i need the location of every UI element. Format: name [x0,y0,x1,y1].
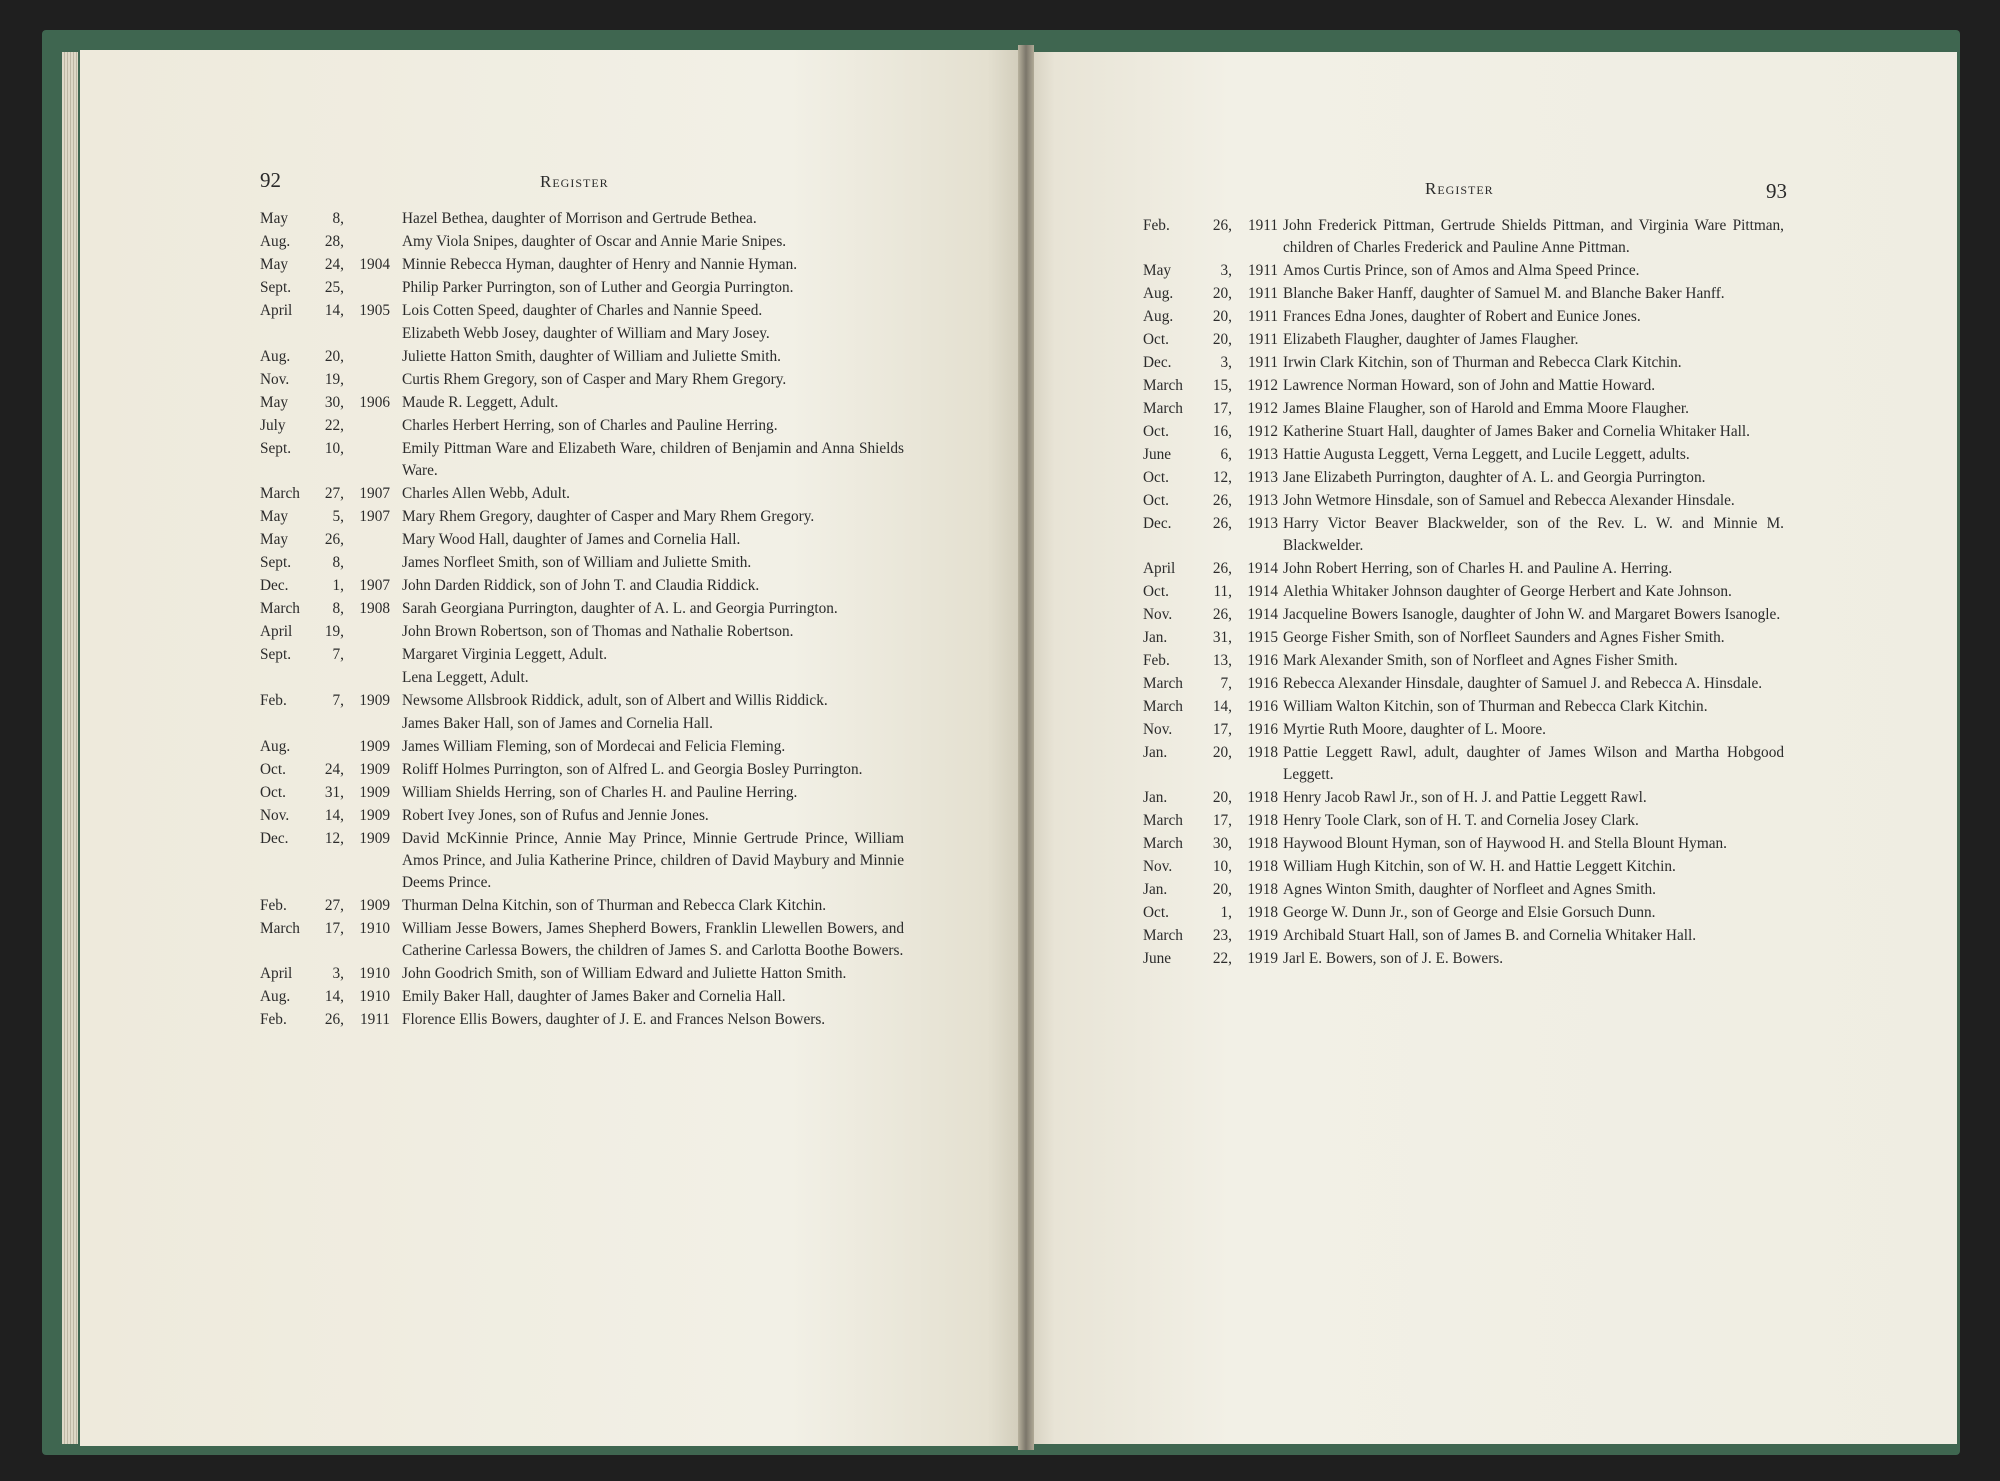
register-entry [1143,467,1784,489]
entry-month: April [260,965,293,982]
entry-day: 26, [1212,560,1232,577]
register-entry [260,621,904,643]
entry-text: Elizabeth Flaugher, daughter of James Flaugher. [1283,331,1579,348]
entry-year: 1912 [1247,423,1278,440]
entry-year: 1907 [359,508,390,525]
register-entry [1143,329,1784,351]
entry-text: Mark Alexander Smith, son of Norfleet and Agnes Fisher Smith. [1283,652,1678,669]
entry-day: 28, [324,233,344,250]
entry-month: Oct. [1143,583,1169,600]
entry-day: 17, [1212,400,1232,417]
register-entry [260,644,904,666]
entry-year: 1911 [1247,285,1278,302]
entry-year: 1912 [1247,400,1278,417]
entry-year: 1918 [1247,858,1278,875]
entry-text: James Baker Hall, son of James and Cornelia Hall. [402,715,713,732]
entry-year: 1910 [359,920,390,937]
entry-year: 1916 [1247,675,1278,692]
entry-day: 14, [324,807,344,824]
register-entry [260,415,904,437]
entry-day: 31, [324,784,344,801]
right-register-entries [1143,215,1784,971]
entry-year: 1909 [359,807,390,824]
register-entry [1143,787,1784,809]
entry-text: Charles Allen Webb, Adult. [402,485,571,502]
register-entry [260,805,904,827]
entry-month: Aug. [260,988,291,1005]
entry-day: 26, [324,1011,344,1028]
register-entry [1143,352,1784,374]
register-entry [1143,398,1784,420]
register-entry [260,1009,904,1031]
register-entry [260,759,904,781]
entry-day: 20, [1212,331,1232,348]
right-running-header: Register [1425,179,1494,198]
entry-text: Curtis Rhem Gregory, son of Casper and Mary Rhem Gregory. [402,371,787,388]
entry-day: 24, [324,256,344,273]
entry-month: May [260,531,289,548]
entry-month: Feb. [260,897,287,914]
entry-year: 1909 [359,692,390,709]
entry-year: 1911 [1247,262,1278,279]
entry-month: Sept. [260,646,292,663]
entry-day: 13, [1212,652,1232,669]
page-edges [62,52,78,1444]
entry-month: Oct. [1143,331,1169,348]
entry-month: March [1143,400,1183,417]
register-entry [1143,833,1784,855]
entry-year: 1918 [1247,881,1278,898]
entry-day: 22, [324,417,344,434]
entry-day: 14, [324,302,344,319]
entry-text: Robert Ivey Jones, son of Rufus and Jennie Jones. [402,807,709,824]
entry-month: May [1143,262,1172,279]
entry-month: March [260,920,300,937]
entry-text: Katherine Stuart Hall, daughter of James Baker and Cornelia Whitaker Hall. [1283,423,1750,440]
entry-year: 1914 [1247,560,1278,577]
entry-month: Dec. [1143,354,1172,371]
entry-month: March [1143,835,1183,852]
entry-year: 1918 [1247,789,1278,806]
entry-text: Emily Baker Hall, daughter of James Baker and Cornelia Hall. [402,988,786,1005]
register-entry [1143,879,1784,901]
entry-year: 1914 [1247,606,1278,623]
register-entry [1143,650,1784,672]
entry-text: Newsome Allsbrook Riddick, adult, son of Albert and Willis Riddick. [402,692,828,709]
entry-text: John Goodrich Smith, son of William Edward and Juliette Hatton Smith. [402,965,847,982]
register-entry [260,323,904,345]
entry-day: 19, [324,623,344,640]
register-entry [1143,627,1784,649]
entry-text: Haywood Blount Hyman, son of Haywood H. and Stella Blount Hyman. [1283,835,1727,852]
entry-year: 1911 [1247,331,1278,348]
entry-text: Lois Cotten Speed, daughter of Charles and Nannie Speed. [402,302,763,319]
entry-year: 1908 [359,600,390,617]
entry-text: Amy Viola Snipes, daughter of Oscar and Annie Marie Snipes. [402,233,787,250]
entry-text: Agnes Winton Smith, daughter of Norfleet and Agnes Smith. [1283,881,1656,898]
entry-text: Jacqueline Bowers Isanogle, daughter of John W. and Margaret Bowers Isanogle. [1283,606,1781,623]
entry-day: 20, [1212,789,1232,806]
entry-text: Irwin Clark Kitchin, son of Thurman and Rebecca Clark Kitchin. [1283,354,1682,371]
entry-day: 26, [1212,515,1232,532]
entry-year: 1918 [1247,904,1278,921]
entry-text: Lena Leggett, Adult. [402,669,529,686]
entry-day: 30, [1212,835,1232,852]
register-entry [260,254,904,276]
entry-text: William Shields Herring, son of Charles H. and Pauline Herring. [402,784,798,801]
entry-text: Harry Victor Beaver Blackwelder, son of the Rev. L. W. and Minnie M. Blackwelder. [1283,515,1784,554]
entry-month: March [260,600,300,617]
entry-text: John Brown Robertson, son of Thomas and Nathalie Robertson. [402,623,794,640]
entry-month: Feb. [260,1011,287,1028]
register-entry [1143,513,1784,557]
entry-day: 26, [324,531,344,548]
entry-day: 3, [1220,262,1232,279]
entry-text: Amos Curtis Prince, son of Amos and Alma Speed Prince. [1283,262,1640,279]
entry-text: Jane Elizabeth Purrington, daughter of A. L. and Georgia Purrington. [1283,469,1706,486]
register-entry [260,300,904,322]
entry-year: 1919 [1247,927,1278,944]
entry-month: Dec. [260,577,289,594]
entry-text: John Frederick Pittman, Gertrude Shields Pittman, and Virginia Ware Pittman, children of Charles Frederick and Pauline Anne Pittman. [1283,217,1784,256]
entry-month: Oct. [1143,423,1169,440]
entry-month: May [260,508,289,525]
entry-year: 1910 [359,988,390,1005]
entry-text: Maude R. Leggett, Adult. [402,394,559,411]
entry-year: 1909 [359,738,390,755]
entry-year: 1915 [1247,629,1278,646]
entry-text: Blanche Baker Hanff, daughter of Samuel M. and Blanche Baker Hanff. [1283,285,1725,302]
entry-month: Nov. [1143,721,1173,738]
entry-text: George Fisher Smith, son of Norfleet Saunders and Agnes Fisher Smith. [1283,629,1725,646]
entry-month: Aug. [260,738,291,755]
entry-month: May [260,210,289,227]
entry-month: Sept. [260,554,292,571]
entry-day: 22, [1212,950,1232,967]
entry-month: Feb. [1143,217,1170,234]
entry-day: 23, [1212,927,1232,944]
register-entry [260,483,904,505]
entry-month: April [260,623,293,640]
entry-text: David McKinnie Prince, Annie May Prince, Minnie Gertrude Prince, William Amos Prince, and Julia Katherine Prince, children of David Maybury and Minnie Deems Prince. [402,830,904,891]
entry-day: 3, [332,965,344,982]
entry-year: 1909 [359,897,390,914]
register-entry [260,918,904,962]
entry-text: Minnie Rebecca Hyman, daughter of Henry and Nannie Hyman. [402,256,798,273]
entry-month: March [1143,698,1183,715]
entry-year: 1911 [1247,308,1278,325]
entry-day: 3, [1220,354,1232,371]
register-entry [260,506,904,528]
entry-text: Charles Herbert Herring, son of Charles and Pauline Herring. [402,417,778,434]
entry-year: 1918 [1247,812,1278,829]
entry-month: Aug. [1143,308,1174,325]
register-entry [260,208,904,230]
left-page-number: 92 [260,168,281,192]
entry-month: Jan. [1143,629,1168,646]
entry-year: 1911 [359,1011,390,1028]
entry-day: 27, [324,485,344,502]
entry-text: John Robert Herring, son of Charles H. and Pauline A. Herring. [1283,560,1673,577]
entry-year: 1918 [1247,835,1278,852]
register-entry [260,782,904,804]
register-entry [1143,604,1784,626]
entry-month: Nov. [260,807,290,824]
entry-day: 7, [332,692,344,709]
entry-text: James Blaine Flaugher, son of Harold and Emma Moore Flaugher. [1283,400,1689,417]
register-entry [260,963,904,985]
entry-month: Jan. [1143,881,1168,898]
entry-year: 1913 [1247,446,1278,463]
entry-day: 20, [1212,285,1232,302]
register-entry [1143,444,1784,466]
entry-text: Juliette Hatton Smith, daughter of William and Juliette Smith. [402,348,781,365]
entry-day: 11, [1213,583,1232,600]
entry-text: Florence Ellis Bowers, daughter of J. E. and Frances Nelson Bowers. [402,1011,826,1028]
register-entry [1143,260,1784,282]
entry-text: Roliff Holmes Purrington, son of Alfred L. and Georgia Bosley Purrington. [402,761,863,778]
entry-year: 1913 [1247,469,1278,486]
entry-day: 17, [1212,812,1232,829]
entry-text: George W. Dunn Jr., son of George and Elsie Gorsuch Dunn. [1283,904,1656,921]
entry-day: 12, [1212,469,1232,486]
register-entry [1143,581,1784,603]
entry-day: 14, [1212,698,1232,715]
entry-day: 19, [324,371,344,388]
entry-month: Jan. [1143,789,1168,806]
register-entry [260,895,904,917]
entry-day: 27, [324,897,344,914]
entry-year: 1909 [359,830,390,847]
entry-year: 1913 [1247,515,1278,532]
entry-text: Mary Wood Hall, daughter of James and Cornelia Hall. [402,531,741,548]
register-entry [260,552,904,574]
entry-year: 1918 [1247,744,1278,761]
entry-month: Aug. [260,233,291,250]
entry-month: March [1143,927,1183,944]
entry-month: May [260,394,289,411]
entry-month: Sept. [260,440,292,457]
entry-day: 16, [1212,423,1232,440]
entry-text: Pattie Leggett Rawl, adult, daughter of James Wilson and Martha Hobgood Leggett. [1283,744,1784,783]
entry-year: 1911 [1247,217,1278,234]
entry-day: 1, [332,577,344,594]
entry-month: Oct. [1143,492,1169,509]
entry-year: 1906 [359,394,390,411]
entry-text: Alethia Whitaker Johnson daughter of George Herbert and Kate Johnson. [1283,583,1732,600]
entry-month: Nov. [1143,606,1173,623]
entry-day: 6, [1220,446,1232,463]
register-entry [1143,948,1784,970]
entry-text: Myrtie Ruth Moore, daughter of L. Moore. [1283,721,1546,738]
entry-year: 1909 [359,784,390,801]
register-entry [1143,421,1784,443]
entry-month: June [1143,950,1172,967]
register-entry [1143,810,1784,832]
register-entry [260,986,904,1008]
entry-text: Sarah Georgiana Purrington, daughter of A. L. and Georgia Purrington. [402,600,838,617]
entry-day: 17, [1212,721,1232,738]
entry-month: April [260,302,293,319]
entry-month: Oct. [260,784,286,801]
entry-text: John Darden Riddick, son of John T. and Claudia Riddick. [402,577,760,594]
entry-day: 26, [1212,217,1232,234]
entry-text: Lawrence Norman Howard, son of John and Mattie Howard. [1283,377,1656,394]
entry-text: Frances Edna Jones, daughter of Robert and Eunice Jones. [1283,308,1641,325]
entry-text: Emily Pittman Ware and Elizabeth Ware, children of Benjamin and Anna Shields Ware. [402,440,904,479]
entry-year: 1907 [359,485,390,502]
register-entry [260,690,904,712]
register-entry [260,736,904,758]
register-entry [1143,719,1784,741]
entry-day: 8, [332,600,344,617]
entry-text: William Hugh Kitchin, son of W. H. and Hattie Leggett Kitchin. [1283,858,1676,875]
register-entry [260,828,904,894]
entry-day: 26, [1212,492,1232,509]
entry-month: March [1143,377,1183,394]
entry-day: 14, [324,988,344,1005]
register-entry [260,346,904,368]
entry-day: 1, [1220,904,1232,921]
entry-year: 1914 [1247,583,1278,600]
entry-year: 1916 [1247,698,1278,715]
entry-day: 15, [1212,377,1232,394]
entry-day: 26, [1212,606,1232,623]
entry-text: Henry Toole Clark, son of H. T. and Cornelia Josey Clark. [1283,812,1639,829]
register-entry [1143,490,1784,512]
entry-text: Thurman Delna Kitchin, son of Thurman and Rebecca Clark Kitchin. [402,897,827,914]
register-entry [260,369,904,391]
entry-day: 30, [324,394,344,411]
register-entry [1143,306,1784,328]
entry-year: 1912 [1247,377,1278,394]
entry-day: 20, [324,348,344,365]
entry-month: Nov. [1143,858,1173,875]
register-entry [1143,925,1784,947]
entry-day: 7, [1220,675,1232,692]
register-entry [1143,673,1784,695]
entry-year: 1916 [1247,721,1278,738]
entry-day: 10, [1212,858,1232,875]
entry-day: 17, [324,920,344,937]
entry-day: 20, [1212,744,1232,761]
register-entry [260,277,904,299]
entry-day: 10, [324,440,344,457]
entry-month: Aug. [260,348,291,365]
register-entry [1143,856,1784,878]
register-entry [1143,215,1784,259]
entry-text: Mary Rhem Gregory, daughter of Casper and Mary Rhem Gregory. [402,508,815,525]
right-page-number: 93 [1766,179,1787,203]
entry-month: June [1143,446,1172,463]
entry-day: 8, [332,554,344,571]
entry-year: 1909 [359,761,390,778]
register-entry [1143,558,1784,580]
entry-day: 12, [324,830,344,847]
entry-year: 1911 [1247,354,1278,371]
register-entry [1143,902,1784,924]
entry-text: John Wetmore Hinsdale, son of Samuel and Rebecca Alexander Hinsdale. [1283,492,1735,509]
entry-day: 7, [332,646,344,663]
entry-day: 24, [324,761,344,778]
entry-month: July [260,417,286,434]
entry-month: March [260,485,300,502]
register-entry [260,667,904,689]
entry-year: 1905 [359,302,390,319]
entry-day: 25, [324,279,344,296]
entry-month: Sept. [260,279,292,296]
entry-month: Oct. [1143,469,1169,486]
entry-month: April [1143,560,1176,577]
entry-month: March [1143,675,1183,692]
entry-text: James William Fleming, son of Mordecai and Felicia Fleming. [402,738,786,755]
entry-month: Jan. [1143,744,1168,761]
entry-day: 5, [332,508,344,525]
entry-text: Philip Parker Purrington, son of Luther and Georgia Purrington. [402,279,794,296]
register-entry [260,598,904,620]
register-entry [1143,742,1784,786]
entry-year: 1919 [1247,950,1278,967]
register-entry [1143,375,1784,397]
entry-text: Margaret Virginia Leggett, Adult. [402,646,608,663]
entry-month: Feb. [260,692,287,709]
entry-month: Nov. [260,371,290,388]
entry-month: Oct. [260,761,286,778]
entry-text: William Walton Kitchin, son of Thurman and Rebecca Clark Kitchin. [1283,698,1708,715]
register-entry [260,231,904,253]
entry-year: 1910 [359,965,390,982]
entry-text: Rebecca Alexander Hinsdale, daughter of Samuel J. and Rebecca A. Hinsdale. [1283,675,1763,692]
register-entry [1143,696,1784,718]
left-running-header: Register [540,172,609,191]
entry-text: Archibald Stuart Hall, son of James B. and Cornelia Whitaker Hall. [1283,927,1697,944]
entry-year: 1913 [1247,492,1278,509]
entry-month: Aug. [1143,285,1174,302]
left-register-entries [260,208,904,1032]
entry-month: May [260,256,289,273]
entry-text: Hattie Augusta Leggett, Verna Leggett, and Lucile Leggett, adults. [1283,446,1690,463]
entry-text: Henry Jacob Rawl Jr., son of H. J. and Pattie Leggett Rawl. [1283,789,1647,806]
register-entry [1143,283,1784,305]
register-entry [260,392,904,414]
entry-month: Dec. [260,830,289,847]
entry-month: Oct. [1143,904,1169,921]
entry-day: 20, [1212,308,1232,325]
register-entry [260,713,904,735]
entry-month: Feb. [1143,652,1170,669]
entry-day: 8, [332,210,344,227]
register-entry [260,438,904,482]
entry-day: 20, [1212,881,1232,898]
register-entry [260,529,904,551]
entry-text: Jarl E. Bowers, son of J. E. Bowers. [1283,950,1504,967]
entry-month: Dec. [1143,515,1172,532]
entry-month: March [1143,812,1183,829]
register-entry [260,575,904,597]
entry-text: William Jesse Bowers, James Shepherd Bowers, Franklin Llewellen Bowers, and Catherine Carlessa Bowers, the children of James S. and Carlotta Boothe Bowers. [402,920,904,959]
entry-text: Hazel Bethea, daughter of Morrison and Gertrude Bethea. [402,210,757,227]
entry-year: 1907 [359,577,390,594]
entry-day: 31, [1212,629,1232,646]
entry-text: James Norfleet Smith, son of William and Juliette Smith. [402,554,752,571]
entry-text: Elizabeth Webb Josey, daughter of William and Mary Josey. [402,325,770,342]
entry-year: 1904 [359,256,390,273]
book-gutter [1018,45,1034,1450]
entry-year: 1916 [1247,652,1278,669]
